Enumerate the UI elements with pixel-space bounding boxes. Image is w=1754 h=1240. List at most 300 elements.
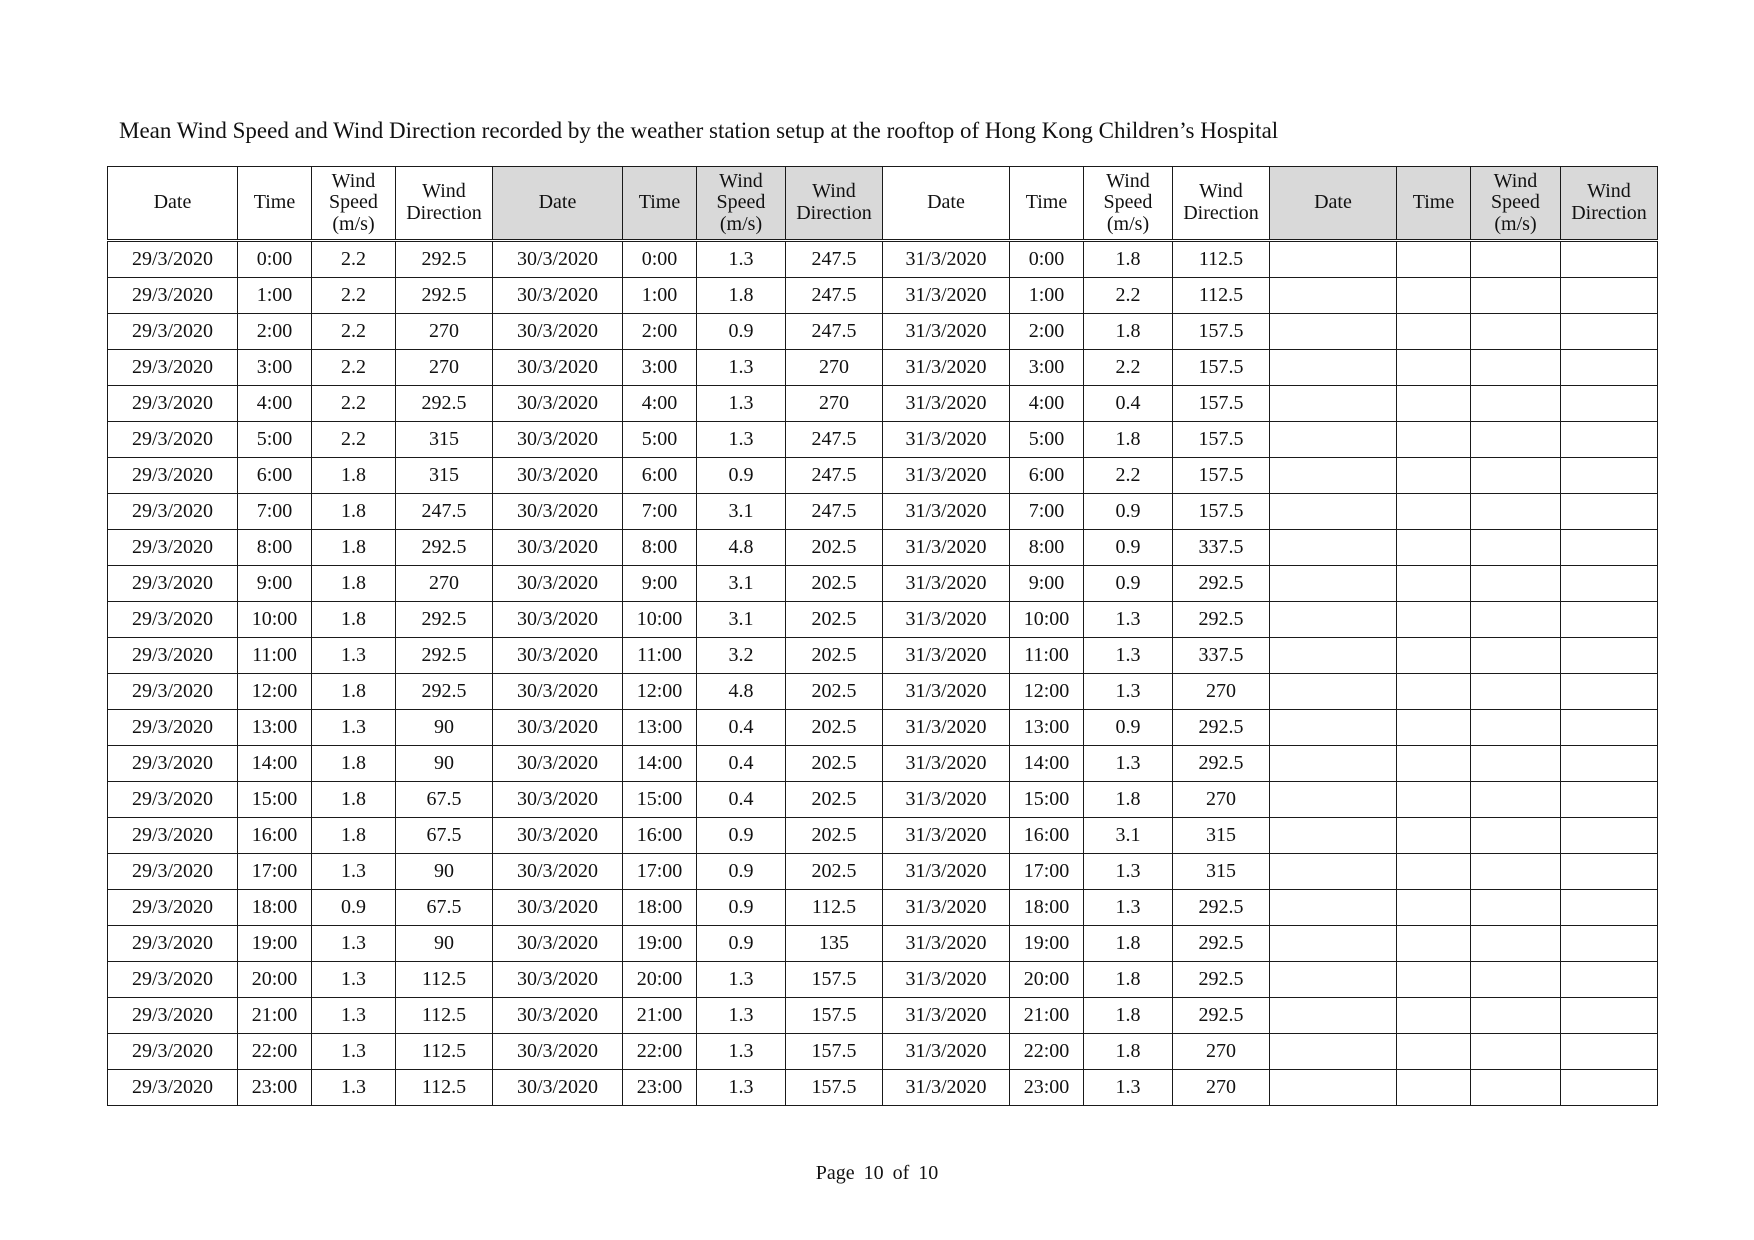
wind-direction-cell: 157.5 xyxy=(1173,350,1270,386)
wind-speed-cell: 0.9 xyxy=(697,890,786,926)
wind-direction-cell: 90 xyxy=(396,854,493,890)
wind-speed-cell xyxy=(1471,962,1561,998)
wind-speed-cell: 0.9 xyxy=(697,854,786,890)
time-cell: 20:00 xyxy=(238,962,312,998)
table-row xyxy=(108,458,1658,494)
time-cell xyxy=(1397,530,1471,566)
time-cell xyxy=(1397,241,1471,278)
wind-direction-cell: 202.5 xyxy=(786,530,883,566)
column-header-text: (m/s) xyxy=(332,212,375,235)
date-cell: 31/3/2020 xyxy=(883,494,1010,530)
wind-speed-cell: 2.2 xyxy=(312,278,396,314)
column-header-text: Direction xyxy=(1183,202,1259,224)
table-row xyxy=(108,350,1658,386)
date-cell: 31/3/2020 xyxy=(883,962,1010,998)
date-cell xyxy=(1270,890,1397,926)
date-cell xyxy=(1270,926,1397,962)
wind-speed-cell xyxy=(1471,746,1561,782)
wind-direction-cell: 112.5 xyxy=(1173,241,1270,278)
date-cell: 29/3/2020 xyxy=(108,998,238,1034)
date-cell: 29/3/2020 xyxy=(108,422,238,458)
time-cell: 3:00 xyxy=(623,350,697,386)
wind-speed-cell: 0.9 xyxy=(1084,710,1173,746)
wind-speed-cell: 1.8 xyxy=(1084,422,1173,458)
date-cell xyxy=(1270,422,1397,458)
time-cell xyxy=(1397,998,1471,1034)
wind-speed-cell: 2.2 xyxy=(312,422,396,458)
date-cell: 29/3/2020 xyxy=(108,782,238,818)
wind-direction-cell: 90 xyxy=(396,746,493,782)
page-number: Page 10 of 10 xyxy=(815,1162,939,1184)
wind-speed-cell: 2.2 xyxy=(312,350,396,386)
time-cell xyxy=(1397,314,1471,350)
wind-speed-cell xyxy=(1471,494,1561,530)
time-cell: 9:00 xyxy=(1010,566,1084,602)
wind-direction-cell xyxy=(1561,710,1658,746)
column-header-text: Date xyxy=(927,191,965,214)
time-cell: 14:00 xyxy=(1010,746,1084,782)
wind-speed-cell: 4.8 xyxy=(697,674,786,710)
date-cell: 31/3/2020 xyxy=(883,530,1010,566)
date-cell: 31/3/2020 xyxy=(883,278,1010,314)
wind-direction-cell xyxy=(1561,278,1658,314)
time-cell: 21:00 xyxy=(1010,998,1084,1034)
date-cell: 31/3/2020 xyxy=(883,890,1010,926)
time-cell: 22:00 xyxy=(238,1034,312,1070)
date-cell: 31/3/2020 xyxy=(883,782,1010,818)
column-header-text: Speed xyxy=(329,191,378,214)
time-cell: 18:00 xyxy=(623,890,697,926)
wind-direction-cell xyxy=(1561,962,1658,998)
wind-direction-cell: 292.5 xyxy=(1173,746,1270,782)
date-cell: 31/3/2020 xyxy=(883,241,1010,278)
column-header-direction xyxy=(1173,167,1270,241)
time-cell xyxy=(1397,962,1471,998)
date-cell: 29/3/2020 xyxy=(108,350,238,386)
date-cell xyxy=(1270,710,1397,746)
wind-speed-cell: 0.4 xyxy=(697,746,786,782)
column-header-direction xyxy=(1561,167,1658,241)
time-cell xyxy=(1397,818,1471,854)
time-cell: 16:00 xyxy=(623,818,697,854)
wind-speed-cell: 1.8 xyxy=(312,458,396,494)
table-row xyxy=(108,314,1658,350)
wind-direction-cell xyxy=(1561,350,1658,386)
date-cell: 31/3/2020 xyxy=(883,458,1010,494)
wind-speed-cell xyxy=(1471,1034,1561,1070)
wind-speed-cell xyxy=(1471,818,1561,854)
time-cell xyxy=(1397,1070,1471,1106)
wind-speed-cell: 2.2 xyxy=(312,241,396,278)
time-cell xyxy=(1397,566,1471,602)
column-header-text: Wind xyxy=(1199,180,1243,203)
wind-direction-cell: 270 xyxy=(396,350,493,386)
wind-speed-cell: 3.1 xyxy=(1084,818,1173,854)
date-cell: 31/3/2020 xyxy=(883,818,1010,854)
date-cell xyxy=(1270,782,1397,818)
wind-direction-cell: 247.5 xyxy=(786,241,883,278)
column-header-text: Wind xyxy=(1493,169,1538,192)
date-cell xyxy=(1270,566,1397,602)
wind-direction-cell: 157.5 xyxy=(1173,314,1270,350)
table-row xyxy=(108,782,1658,818)
wind-speed-cell xyxy=(1471,566,1561,602)
time-cell: 2:00 xyxy=(623,314,697,350)
wind-direction-cell xyxy=(1561,782,1658,818)
time-cell: 10:00 xyxy=(238,602,312,638)
wind-speed-cell xyxy=(1471,854,1561,890)
time-cell: 17:00 xyxy=(623,854,697,890)
time-cell xyxy=(1397,494,1471,530)
wind-direction-cell: 157.5 xyxy=(786,998,883,1034)
wind-direction-cell: 202.5 xyxy=(786,854,883,890)
date-cell: 29/3/2020 xyxy=(108,674,238,710)
wind-direction-cell: 247.5 xyxy=(786,458,883,494)
wind-direction-cell: 157.5 xyxy=(786,1070,883,1106)
wind-direction-cell: 202.5 xyxy=(786,818,883,854)
date-cell: 31/3/2020 xyxy=(883,638,1010,674)
time-cell xyxy=(1397,854,1471,890)
wind-direction-cell: 270 xyxy=(396,566,493,602)
wind-direction-cell: 157.5 xyxy=(1173,458,1270,494)
date-cell: 29/3/2020 xyxy=(108,890,238,926)
wind-direction-cell: 202.5 xyxy=(786,674,883,710)
column-header-direction xyxy=(786,167,883,241)
wind-speed-cell: 1.3 xyxy=(697,422,786,458)
wind-speed-cell xyxy=(1471,998,1561,1034)
wind-speed-cell: 1.3 xyxy=(312,1034,396,1070)
date-cell xyxy=(1270,350,1397,386)
wind-speed-cell: 4.8 xyxy=(697,530,786,566)
wind-direction-cell: 112.5 xyxy=(396,998,493,1034)
date-cell: 30/3/2020 xyxy=(493,674,623,710)
table-row xyxy=(108,746,1658,782)
wind-speed-cell: 1.3 xyxy=(697,1034,786,1070)
date-cell: 31/3/2020 xyxy=(883,350,1010,386)
wind-speed-cell xyxy=(1471,458,1561,494)
time-cell: 8:00 xyxy=(1010,530,1084,566)
date-cell: 30/3/2020 xyxy=(493,278,623,314)
date-cell: 29/3/2020 xyxy=(108,458,238,494)
time-cell xyxy=(1397,782,1471,818)
date-cell xyxy=(1270,818,1397,854)
wind-direction-cell: 292.5 xyxy=(1173,602,1270,638)
document-title: Mean Wind Speed and Wind Direction recorded by the weather station setup at the rooftop of Hong Kong Children’s Hospital xyxy=(119,118,1279,143)
wind-direction-cell: 337.5 xyxy=(1173,638,1270,674)
date-cell: 30/3/2020 xyxy=(493,638,623,674)
column-header-speed xyxy=(312,167,396,241)
time-cell: 21:00 xyxy=(623,998,697,1034)
table-row xyxy=(108,386,1658,422)
column-header-text: (m/s) xyxy=(1106,212,1150,235)
wind-direction-cell: 67.5 xyxy=(396,890,493,926)
time-cell: 0:00 xyxy=(1010,241,1084,278)
time-cell: 3:00 xyxy=(1010,350,1084,386)
wind-speed-cell: 1.8 xyxy=(312,818,396,854)
wind-direction-cell: 247.5 xyxy=(786,278,883,314)
time-cell: 13:00 xyxy=(623,710,697,746)
time-cell: 23:00 xyxy=(1010,1070,1084,1106)
date-cell xyxy=(1270,386,1397,422)
wind-speed-cell: 3.2 xyxy=(697,638,786,674)
wind-speed-cell xyxy=(1471,890,1561,926)
wind-speed-cell: 1.8 xyxy=(1084,314,1173,350)
wind-speed-cell: 1.3 xyxy=(312,926,396,962)
time-cell: 19:00 xyxy=(1010,926,1084,962)
wind-speed-cell: 1.8 xyxy=(1084,1034,1173,1070)
wind-speed-cell: 0.4 xyxy=(697,710,786,746)
table-row xyxy=(108,710,1658,746)
wind-speed-cell: 1.8 xyxy=(312,674,396,710)
wind-direction-cell: 292.5 xyxy=(396,602,493,638)
wind-direction-cell xyxy=(1561,638,1658,674)
date-cell: 29/3/2020 xyxy=(108,602,238,638)
time-cell: 16:00 xyxy=(238,818,312,854)
time-cell: 20:00 xyxy=(623,962,697,998)
wind-direction-cell: 292.5 xyxy=(1173,998,1270,1034)
wind-speed-cell xyxy=(1471,530,1561,566)
time-cell: 0:00 xyxy=(623,241,697,278)
date-cell: 30/3/2020 xyxy=(493,962,623,998)
time-cell: 14:00 xyxy=(238,746,312,782)
date-cell: 30/3/2020 xyxy=(493,890,623,926)
date-cell: 29/3/2020 xyxy=(108,278,238,314)
time-cell: 11:00 xyxy=(1010,638,1084,674)
column-header-date xyxy=(883,167,1010,241)
time-cell xyxy=(1397,926,1471,962)
column-header-text: Speed xyxy=(1491,191,1540,214)
time-cell: 9:00 xyxy=(623,566,697,602)
wind-speed-cell: 1.3 xyxy=(697,1070,786,1106)
time-cell: 17:00 xyxy=(1010,854,1084,890)
date-cell: 30/3/2020 xyxy=(493,1034,623,1070)
time-cell: 3:00 xyxy=(238,350,312,386)
column-header-time xyxy=(238,167,312,241)
wind-direction-cell: 292.5 xyxy=(396,278,493,314)
time-cell: 12:00 xyxy=(1010,674,1084,710)
column-header-text: Wind xyxy=(331,169,376,192)
date-cell: 29/3/2020 xyxy=(108,854,238,890)
date-cell: 31/3/2020 xyxy=(883,1034,1010,1070)
time-cell xyxy=(1397,458,1471,494)
wind-speed-cell: 2.2 xyxy=(312,386,396,422)
column-header-text: Speed xyxy=(1103,191,1153,214)
wind-speed-cell: 0.9 xyxy=(697,926,786,962)
wind-speed-cell: 0.9 xyxy=(312,890,396,926)
wind-direction-cell: 112.5 xyxy=(396,1034,493,1070)
date-cell: 30/3/2020 xyxy=(493,1070,623,1106)
column-header-speed xyxy=(697,167,786,241)
wind-direction-cell: 270 xyxy=(1173,674,1270,710)
wind-direction-cell: 292.5 xyxy=(396,241,493,278)
wind-speed-cell: 1.8 xyxy=(1084,926,1173,962)
table-row xyxy=(108,638,1658,674)
header-row xyxy=(108,167,1658,241)
table-row xyxy=(108,854,1658,890)
wind-speed-cell: 1.8 xyxy=(312,782,396,818)
time-cell: 2:00 xyxy=(238,314,312,350)
time-cell: 22:00 xyxy=(623,1034,697,1070)
time-cell: 6:00 xyxy=(623,458,697,494)
wind-direction-cell: 292.5 xyxy=(1173,710,1270,746)
time-cell: 4:00 xyxy=(238,386,312,422)
column-header-date xyxy=(108,167,238,241)
column-header-text: Time xyxy=(1412,191,1455,214)
date-cell: 30/3/2020 xyxy=(493,386,623,422)
wind-direction-cell xyxy=(1561,602,1658,638)
wind-speed-cell: 1.3 xyxy=(312,638,396,674)
time-cell: 2:00 xyxy=(1010,314,1084,350)
date-cell: 29/3/2020 xyxy=(108,566,238,602)
date-cell: 29/3/2020 xyxy=(108,926,238,962)
wind-speed-cell: 0.9 xyxy=(1084,494,1173,530)
wind-direction-cell: 112.5 xyxy=(1173,278,1270,314)
wind-speed-cell: 1.8 xyxy=(1084,782,1173,818)
wind-direction-cell: 135 xyxy=(786,926,883,962)
column-header-text: (m/s) xyxy=(1494,212,1537,235)
time-cell: 13:00 xyxy=(238,710,312,746)
column-header-speed xyxy=(1471,167,1561,241)
time-cell: 22:00 xyxy=(1010,1034,1084,1070)
wind-speed-cell: 0.4 xyxy=(697,782,786,818)
time-cell: 11:00 xyxy=(238,638,312,674)
time-cell xyxy=(1397,386,1471,422)
wind-speed-cell: 1.3 xyxy=(312,962,396,998)
wind-direction-cell: 202.5 xyxy=(786,746,883,782)
wind-direction-cell xyxy=(1561,746,1658,782)
wind-direction-cell: 112.5 xyxy=(396,1070,493,1106)
wind-speed-cell: 2.2 xyxy=(1084,458,1173,494)
column-header-direction xyxy=(396,167,493,241)
date-cell: 29/3/2020 xyxy=(108,710,238,746)
date-cell: 30/3/2020 xyxy=(493,602,623,638)
wind-direction-cell: 202.5 xyxy=(786,782,883,818)
date-cell xyxy=(1270,278,1397,314)
table-row xyxy=(108,818,1658,854)
date-cell xyxy=(1270,314,1397,350)
wind-direction-cell: 247.5 xyxy=(396,494,493,530)
column-header-text: Date xyxy=(538,191,577,214)
wind-speed-cell: 2.2 xyxy=(1084,350,1173,386)
date-cell xyxy=(1270,530,1397,566)
date-cell: 30/3/2020 xyxy=(493,241,623,278)
wind-direction-cell: 90 xyxy=(396,710,493,746)
time-cell xyxy=(1397,638,1471,674)
wind-speed-cell: 1.3 xyxy=(1084,854,1173,890)
column-header-text: Direction xyxy=(1571,202,1647,224)
time-cell: 21:00 xyxy=(238,998,312,1034)
wind-direction-cell: 270 xyxy=(396,314,493,350)
table-row xyxy=(108,422,1658,458)
wind-direction-cell xyxy=(1561,566,1658,602)
time-cell xyxy=(1397,1034,1471,1070)
wind-speed-cell: 1.3 xyxy=(697,386,786,422)
time-cell: 12:00 xyxy=(623,674,697,710)
wind-direction-cell: 202.5 xyxy=(786,602,883,638)
time-cell: 13:00 xyxy=(1010,710,1084,746)
time-cell: 17:00 xyxy=(238,854,312,890)
date-cell: 30/3/2020 xyxy=(493,530,623,566)
time-cell: 14:00 xyxy=(623,746,697,782)
time-cell: 6:00 xyxy=(238,458,312,494)
date-cell: 30/3/2020 xyxy=(493,710,623,746)
wind-speed-cell xyxy=(1471,350,1561,386)
column-header-text: Time xyxy=(253,191,296,214)
column-header-text: Wind xyxy=(1106,169,1150,192)
date-cell: 29/3/2020 xyxy=(108,530,238,566)
date-cell: 30/3/2020 xyxy=(493,566,623,602)
wind-direction-cell xyxy=(1561,998,1658,1034)
wind-direction-cell: 67.5 xyxy=(396,818,493,854)
wind-speed-cell xyxy=(1471,782,1561,818)
table-body xyxy=(108,241,1658,1106)
table-row xyxy=(108,1070,1658,1106)
date-cell: 30/3/2020 xyxy=(493,458,623,494)
date-cell: 31/3/2020 xyxy=(883,314,1010,350)
wind-speed-cell xyxy=(1471,674,1561,710)
time-cell: 10:00 xyxy=(623,602,697,638)
date-cell: 29/3/2020 xyxy=(108,962,238,998)
wind-speed-cell: 1.3 xyxy=(312,1070,396,1106)
wind-direction-cell xyxy=(1561,926,1658,962)
wind-direction-cell: 67.5 xyxy=(396,782,493,818)
time-cell: 11:00 xyxy=(623,638,697,674)
date-cell: 29/3/2020 xyxy=(108,818,238,854)
wind-speed-cell: 3.1 xyxy=(697,566,786,602)
wind-direction-cell xyxy=(1561,494,1658,530)
wind-direction-cell: 292.5 xyxy=(396,638,493,674)
wind-direction-cell: 270 xyxy=(1173,1034,1270,1070)
wind-direction-cell: 315 xyxy=(1173,854,1270,890)
table-row xyxy=(108,1034,1658,1070)
date-cell: 31/3/2020 xyxy=(883,422,1010,458)
wind-direction-cell: 270 xyxy=(1173,782,1270,818)
wind-speed-cell: 1.8 xyxy=(312,566,396,602)
wind-direction-cell: 247.5 xyxy=(786,422,883,458)
column-header-text: Date xyxy=(153,191,192,214)
time-cell: 1:00 xyxy=(238,278,312,314)
table-row xyxy=(108,530,1658,566)
wind-direction-cell: 157.5 xyxy=(1173,494,1270,530)
wind-direction-cell: 337.5 xyxy=(1173,530,1270,566)
wind-direction-cell xyxy=(1561,422,1658,458)
time-cell: 4:00 xyxy=(1010,386,1084,422)
time-cell: 8:00 xyxy=(238,530,312,566)
date-cell: 31/3/2020 xyxy=(883,854,1010,890)
wind-speed-cell: 1.8 xyxy=(312,602,396,638)
date-cell xyxy=(1270,638,1397,674)
date-cell: 29/3/2020 xyxy=(108,386,238,422)
wind-speed-cell: 1.3 xyxy=(697,998,786,1034)
date-cell: 30/3/2020 xyxy=(493,422,623,458)
date-cell: 31/3/2020 xyxy=(883,674,1010,710)
wind-speed-cell: 1.3 xyxy=(1084,674,1173,710)
wind-direction-cell xyxy=(1561,386,1658,422)
date-cell xyxy=(1270,962,1397,998)
time-cell xyxy=(1397,602,1471,638)
wind-direction-cell xyxy=(1561,818,1658,854)
date-cell: 30/3/2020 xyxy=(493,926,623,962)
column-header-text: Wind xyxy=(1587,180,1631,203)
wind-speed-cell: 1.8 xyxy=(697,278,786,314)
time-cell xyxy=(1397,278,1471,314)
wind-speed-cell: 1.8 xyxy=(1084,241,1173,278)
date-cell xyxy=(1270,746,1397,782)
date-cell: 29/3/2020 xyxy=(108,241,238,278)
table-row xyxy=(108,890,1658,926)
wind-speed-cell: 1.3 xyxy=(1084,1070,1173,1106)
wind-speed-cell: 1.3 xyxy=(312,854,396,890)
